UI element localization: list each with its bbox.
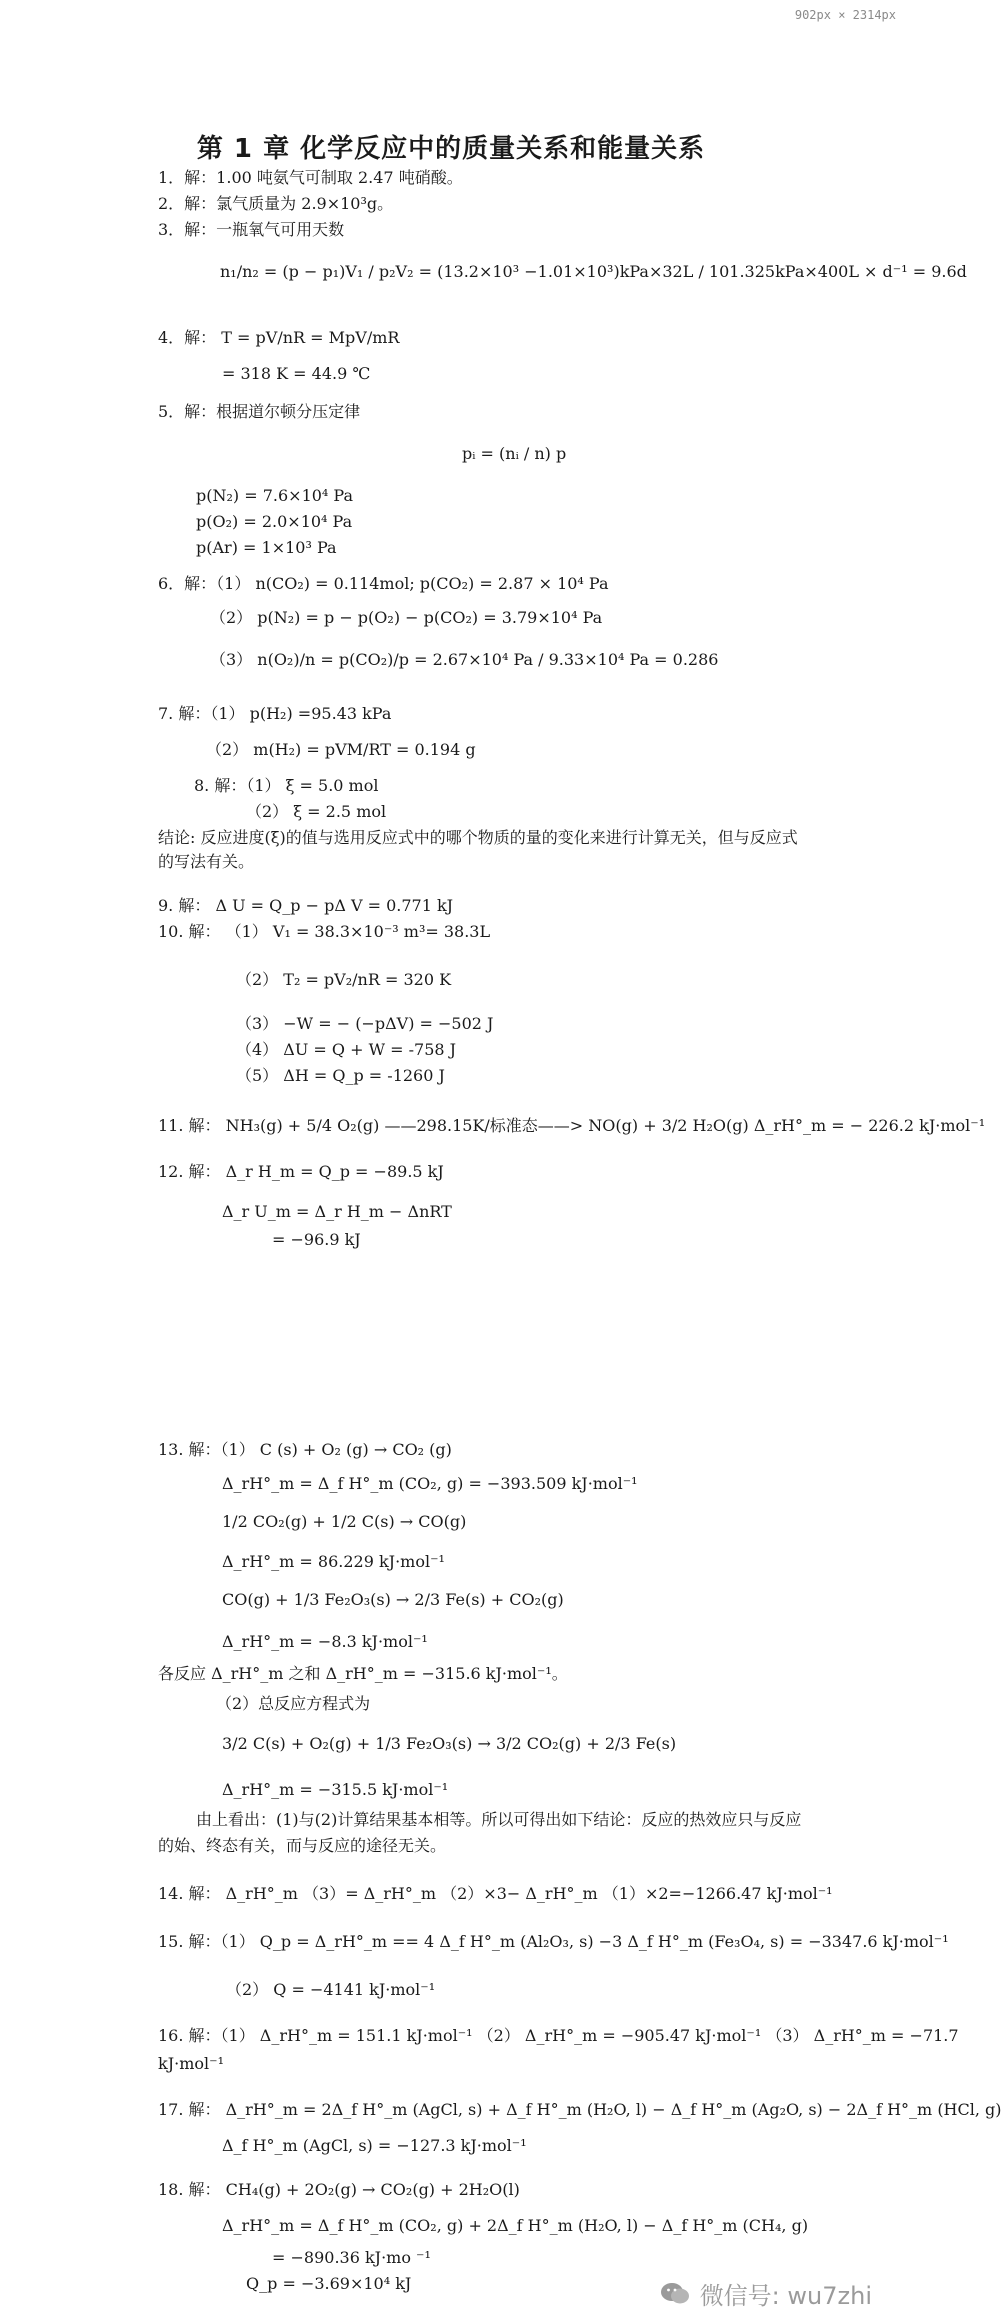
text-line: 由上看出：(1)与(2)计算结果基本相等。所以可得出如下结论：反应的热效应只与反应	[196, 1810, 802, 1829]
watermark	[660, 2276, 872, 2311]
text-line: Δ_rH°_m = Δ_f H°_m (CO₂, g) + 2Δ_f H°_m (H₂O, l) − Δ_f H°_m (CH₄, g)	[222, 2216, 809, 2235]
text-line: 7. 解：（1） p(H₂) =95.43 kPa	[158, 704, 392, 723]
text-line: pᵢ = (nᵢ / n) p	[462, 444, 567, 463]
page-title: 第 1 章 化学反应中的质量关系和能量关系	[196, 134, 706, 164]
text-line: Δ_rH°_m = −315.5 kJ·mol⁻¹	[222, 1780, 449, 1799]
text-line: 16. 解：（1） Δ_rH°_m = 151.1 kJ·mol⁻¹ （2） Δ_rH°_m = −905.47 kJ·mol⁻¹ （3） Δ_rH°_m = −71.7	[158, 2026, 959, 2045]
text-line: = −96.9 kJ	[272, 1230, 361, 1249]
text-line: 1．解：1.00 吨氨气可制取 2.47 吨硝酸。	[158, 168, 463, 187]
text-line: （3） n(O₂)/n = p(CO₂)/p = 2.67×10⁴ Pa / 9.33×10⁴ Pa = 0.286	[210, 650, 719, 669]
text-line: 5．解：根据道尔顿分压定律	[158, 402, 361, 421]
text-line: 18. 解： CH₄(g) + 2O₂(g) → CO₂(g) + 2H₂O(l)	[158, 2180, 520, 2199]
text-line: 12. 解： Δ_r H_m = Q_p = −89.5 kJ	[158, 1162, 444, 1181]
text-line: （2） ξ = 2.5 mol	[246, 802, 387, 821]
image-size-label: 902px × 2314px	[794, 8, 896, 22]
text-line: = −890.36 kJ·mo ⁻¹	[272, 2248, 431, 2267]
text-line: 1/2 CO₂(g) + 1/2 C(s) → CO(g)	[222, 1512, 467, 1531]
text-line: 各反应 Δ_rH°_m 之和 Δ_rH°_m = −315.6 kJ·mol⁻¹。	[158, 1664, 568, 1683]
text-line: 9. 解： Δ U = Q_p − pΔ V = 0.771 kJ	[158, 896, 454, 915]
wechat-icon	[660, 2281, 690, 2307]
text-line: Q_p = −3.69×10⁴ kJ	[246, 2274, 412, 2293]
text-line: p(N₂) = 7.6×10⁴ Pa	[196, 486, 354, 505]
text-line: 的写法有关。	[158, 852, 255, 871]
text-line: （3） −W = − (−pΔV) = −502 J	[236, 1014, 494, 1033]
text-line: 14. 解： Δ_rH°_m （3）= Δ_rH°_m （2）×3− Δ_rH°_m （1）×2=−1266.47 kJ·mol⁻¹	[158, 1884, 833, 1903]
text-line: Δ_r U_m = Δ_r H_m − ΔnRT	[222, 1202, 452, 1221]
text-line: （2） Q = −4141 kJ·mol⁻¹	[226, 1980, 436, 1999]
text-line: 3/2 C(s) + O₂(g) + 1/3 Fe₂O₃(s) → 3/2 CO₂(g) + 2/3 Fe(s)	[222, 1734, 677, 1753]
text-line: Δ_rH°_m = Δ_f H°_m (CO₂, g) = −393.509 kJ·mol⁻¹	[222, 1474, 638, 1493]
text-line: 13. 解：（1） C (s) + O₂ (g) → CO₂ (g)	[158, 1440, 452, 1459]
text-line: Δ_rH°_m = 86.229 kJ·mol⁻¹	[222, 1552, 445, 1571]
text-line: 的始、终态有关，而与反应的途径无关。	[158, 1836, 447, 1855]
text-line: 11. 解： NH₃(g) + 5/4 O₂(g) ——298.15K/标准态——> NO(g) + 3/2 H₂O(g) Δ_rH°_m = − 226.2 kJ·mol⁻¹	[158, 1116, 986, 1135]
text-line: （2） T₂ = pV₂/nR = 320 K	[236, 970, 452, 989]
text-line: 6．解：（1） n(CO₂) = 0.114mol; p(CO₂) = 2.87 × 10⁴ Pa	[158, 574, 609, 593]
text-line: 4．解： T = pV/nR = MpV/mR	[158, 328, 400, 347]
text-line: Δ_f H°_m (AgCl, s) = −127.3 kJ·mol⁻¹	[222, 2136, 527, 2155]
text-line: p(O₂) = 2.0×10⁴ Pa	[196, 512, 353, 531]
text-line: 10. 解： （1） V₁ = 38.3×10⁻³ m³= 38.3L	[158, 922, 491, 941]
text-line: n₁/n₂ = (p − p₁)V₁ / p₂V₂ = (13.2×10³ −1.01×10³)kPa×32L / 101.325kPa×400L × d⁻¹ = 9.6d	[220, 262, 967, 281]
text-line: Δ_rH°_m = −8.3 kJ·mol⁻¹	[222, 1632, 428, 1651]
text-line: 结论: 反应进度(ξ)的值与选用反应式中的哪个物质的量的变化来进行计算无关，但与反应式	[158, 828, 798, 847]
text-line: 8. 解：（1） ξ = 5.0 mol	[194, 776, 379, 795]
text-line: 3．解：一瓶氧气可用天数	[158, 220, 345, 239]
text-line: 17. 解： Δ_rH°_m = 2Δ_f H°_m (AgCl, s) + Δ_f H°_m (H₂O, l) − Δ_f H°_m (Ag₂O, s) − 2Δ_f H°_m (HCl, g)	[158, 2100, 1002, 2119]
text-line: CO(g) + 1/3 Fe₂O₃(s) → 2/3 Fe(s) + CO₂(g)	[222, 1590, 564, 1609]
text-line: （5） ΔH = Q_p = -1260 J	[236, 1066, 445, 1085]
text-line: kJ·mol⁻¹	[158, 2054, 224, 2073]
text-line: 15. 解：（1） Q_p = Δ_rH°_m == 4 Δ_f H°_m (Al₂O₃, s) −3 Δ_f H°_m (Fe₃O₄, s) = −3347.6 kJ·mol⁻¹	[158, 1932, 949, 1951]
text-line: （2） m(H₂) = pVM/RT = 0.194 g	[206, 740, 476, 759]
text-line: = 318 K = 44.9 ℃	[222, 364, 371, 383]
text-line: （2）总反应方程式为	[216, 1694, 371, 1713]
text-line: 2．解：氯气质量为 2.9×10³g。	[158, 194, 394, 213]
text-line: （2） p(N₂) = p − p(O₂) − p(CO₂) = 3.79×10⁴ Pa	[210, 608, 603, 627]
text-line: （4） ΔU = Q + W = -758 J	[236, 1040, 457, 1059]
text-line: p(Ar) = 1×10³ Pa	[196, 538, 337, 557]
watermark-text: 微信号: wu7zhi	[699, 2282, 872, 2310]
